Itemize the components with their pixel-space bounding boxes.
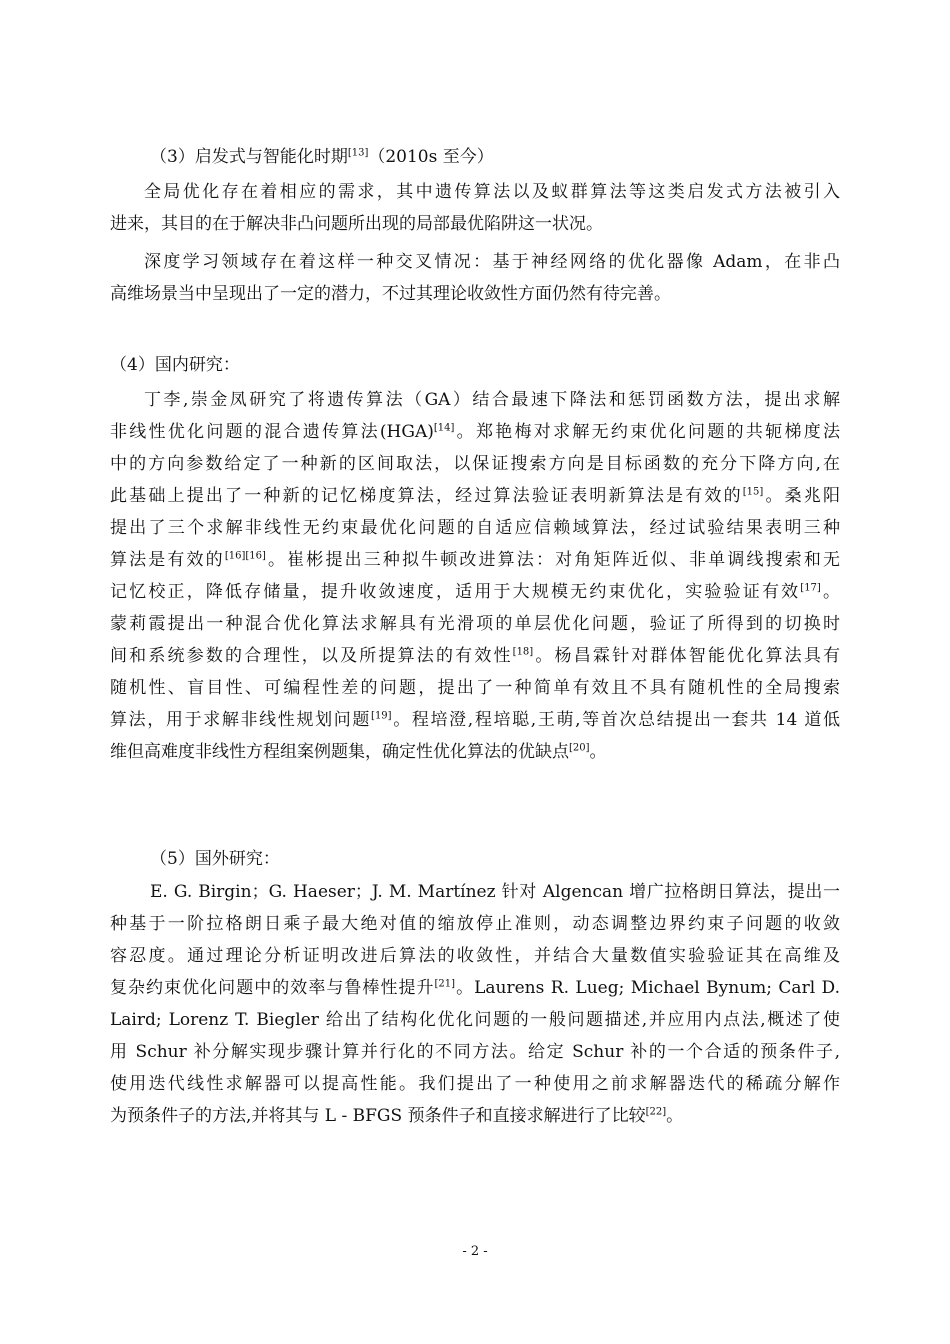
section-5-paragraph [110,876,840,1132]
citation: [15] [742,486,764,498]
citation: [16][16] [224,550,266,562]
citation: [18] [512,646,534,658]
page-number: - 2 - [462,1244,488,1259]
paragraph-line: 全局优化存在着相应的需求，其中遗传算法以及蚁群算法等这类启发式方法被引入 [144,182,840,202]
section-3-paragraph-1 [110,176,840,240]
section-4-heading: （4）国内研究： [110,355,240,375]
paragraph-line: 复杂约束优化问题中的效率与鲁棒性提升[21]。Laurens R. Lueg; Michael Bynum; Carl D. [110,978,840,998]
paragraph-line: 中的方向参数给定了一种新的区间取法，以保证搜索方向是目标函数的充分下降方向,在 [110,454,840,474]
paragraph-line: 提出了三个求解非线性无约束最优化问题的自适应信赖域算法，经过试验结果表明三种 [110,518,840,538]
citation: [20] [569,742,590,754]
paragraph-line: 丁李,崇金凤研究了将遗传算法（GA）结合最速下降法和惩罚函数方法，提出求解 [144,390,840,410]
paragraph-line: Laird; Lorenz T. Biegler 给出了结构化优化问题的一般问题描述,并应用内点法,概述了使 [110,1010,840,1030]
paragraph-line: 为预条件子的方法,并将其与 L - BFGS 预条件子和直接求解进行了比较[22]。 [110,1106,684,1126]
paragraph-line: 间和系统参数的合理性，以及所提算法的有效性[18]。杨昌霖针对群体智能优化算法具有 [110,646,840,666]
citation: [21] [434,978,456,990]
section-3-heading: （3）启发式与智能化时期[13]（2010s 至今） [150,147,494,167]
citation: [22] [645,1106,667,1118]
paragraph-line: 高维场景当中呈现出了一定的潜力，不过其理论收敛性方面仍然有待完善。 [110,284,671,304]
section-4 [110,350,840,380]
citation: [19] [371,710,392,722]
paragraph-line: 进来，其目的在于解决非凸问题所出现的局部最优陷阱这一状况。 [110,214,603,234]
paragraph-line: 种基于一阶拉格朗日乘子最大绝对值的缩放停止准则，动态调整边界约束子问题的收敛 [110,914,840,934]
paragraph-line: 维但高难度非线性方程组案例题集，确定性优化算法的优缺点[20]。 [110,742,607,762]
paragraph-line: 此基础上提出了一种新的记忆梯度算法，经过算法验证表明新算法是有效的[15]。桑兆阳 [110,486,840,506]
paragraph-line: 容忍度。通过理论分析证明改进后算法的收敛性，并结合大量数值实验验证其在高维及 [110,946,840,966]
paragraph-line: 算法是有效的[16][16]。崔彬提出三种拟牛顿改进算法：对角矩阵近似、非单调线搜索和无 [110,550,840,570]
paragraph-line: E. G. Birgin；G. Haeser；J. M. Martínez 针对 Algencan 增广拉格朗日算法，提出一 [150,882,840,902]
paragraph-line: 深度学习领域存在着这样一种交叉情况：基于神经网络的优化器像 Adam，在非凸 [144,252,840,272]
paragraph-line: 使用迭代线性求解器可以提高性能。我们提出了一种使用之前求解器迭代的稀疏分解作 [110,1074,840,1094]
citation: [14] [433,422,455,434]
section-5 [110,844,840,874]
paragraph-line: 随机性、盲目性、可编程性差的问题，提出了一种简单有效且不具有随机性的全局搜索 [110,678,840,698]
paragraph-line: 记忆校正，降低存储量，提升收敛速度，适用于大规模无约束优化，实验验证有效[17]。 [110,582,840,602]
section-3 [110,142,840,172]
paragraph-line: 蒙莉霞提出一种混合优化算法求解具有光滑项的单层优化问题，验证了所得到的切换时 [110,614,840,634]
citation: [13] [347,147,369,159]
section-5-heading: （5）国外研究： [150,849,280,869]
citation: [17] [800,582,821,594]
section-3-paragraph-2 [110,246,840,310]
paragraph-line: 非线性优化问题的混合遗传算法(HGA)[14]。郑艳梅对求解无约束优化问题的共轭梯度法 [110,422,840,442]
paragraph-line: 用 Schur 补分解实现步骤计算并行化的不同方法。给定 Schur 补的一个合适的预条件子, [110,1042,840,1062]
paragraph-line: 算法，用于求解非线性规划问题[19]。程培澄,程培聪,王萌,等首次总结提出一套共 14 道低 [110,710,840,730]
section-4-paragraph [110,384,840,768]
